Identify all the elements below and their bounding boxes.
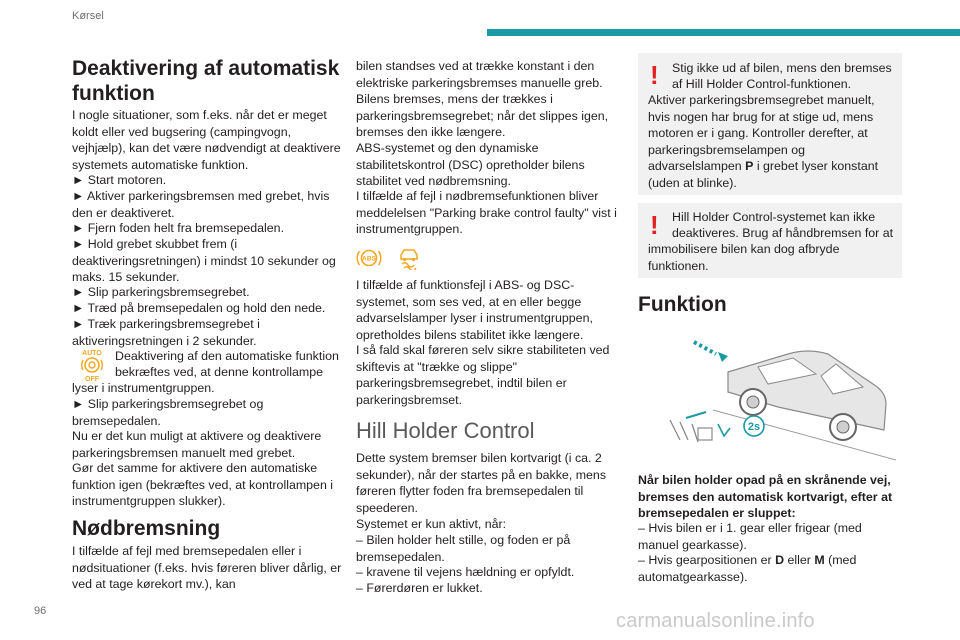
para-reactivate: Gør det samme for aktivere den automatiske funktion igen (bekræftes ved, at kontrollampen i instrumentgruppen slukker). [72, 461, 334, 508]
para-abs-dsc: ABS-systemet og den dynamiske stabilitetskontrol (DSC) opretholder bilens stabilitet ved nødbremsning. [356, 141, 585, 188]
cond-3: – Førerdøren er lukket. [356, 581, 483, 595]
note1-body: Aktiver parkeringsbremsegrebet manuelt, hvis nogen har brug for at stige ud, mens motoren er i gang. Kontroller derefter, at parkeringsbremselampen og advarselslampen P i grebet lyser konstant (uden at blinke). [648, 93, 879, 190]
cond-1: – Bilen holder helt stille, og foden er på bremsepedalen. [356, 533, 571, 564]
cond-2: – kravene til vejens hældning er opfyldt. [356, 565, 575, 579]
step-2: ► Aktiver parkeringsbremsen med grebet, hvis den er deaktiveret. [72, 189, 330, 220]
para-active-when: Systemet er kun aktivt, når: [356, 517, 507, 531]
warning-icon: ! [650, 210, 659, 240]
para-abs-dsc-fault: I tilfælde af funktionsfejl i ABS- og DSC-systemet, som ses ved, at en eller begge advarselslamper lyser i instrumentgruppen, opretholdes bilens stabilitet ikke længere. [356, 278, 593, 342]
header-accent-bar [487, 29, 960, 36]
watermark: carmanualsonline.info [616, 610, 815, 632]
step-1: ► Start motoren. [72, 173, 167, 187]
heading-hill-holder: Hill Holder Control [356, 418, 535, 443]
page-number: 96 [34, 605, 47, 617]
two-seconds-label: 2s [747, 421, 761, 433]
para-intro: I nogle situationer, som f.eks. når det er meget koldt eller ved bugsering (campingvogn, vejhjælp), kan det være nødvendigt at deaktivere systemets automatiske funktion. [72, 108, 341, 172]
auto-off-warning-icon [78, 348, 106, 382]
icon-note-line-b: bekræftes ved, at denne kontrollampe [115, 365, 324, 379]
abs-icon-label: ABS [362, 255, 376, 263]
heading-emergency-braking: Nødbremsning [72, 517, 221, 540]
step-4: ► Hold grebet skubbet frem (i deaktiveringsretningen) i mindst 10 sekunder og maks. 15 sekunder. [72, 237, 336, 284]
function-cond-2: – Hvis gearpositionen er D eller M (med automatgearkasse). [638, 553, 857, 584]
step-8: ► Slip parkeringsbremsegrebet og bremsepedalen. [72, 397, 264, 428]
auto-icon-label: AUTO [82, 350, 102, 357]
note2-line-c: immobilisere bilen kan dog afbryde funktionen. [648, 242, 840, 273]
heading-function: Funktion [638, 293, 727, 316]
step-3: ► Fjern foden helt fra bremsepedalen. [72, 221, 285, 235]
note2-line-a: Hill Holder Control-systemet kan ikke [672, 210, 876, 224]
running-header: Kørsel [72, 10, 104, 22]
dsc-warning-icon [396, 246, 422, 270]
icon-note-line-a: Deaktivering af den automatiske funktion [115, 349, 339, 363]
note2-line-b: deaktiveres. Brug af håndbremsen for at [672, 226, 894, 240]
para-hill-intro: Dette system bremser bilen kortvarigt (i ca. 2 sekunder), når der startes på en bakke, mens føreren flytter foden fra bremsepedalen til speederen. [356, 451, 607, 515]
off-icon-label: OFF [85, 376, 99, 382]
icon-note-line-c: lyser i instrumentgruppen. [72, 381, 215, 395]
para-emergency-cont: bilen standses ved at trække konstant i den elektriske parkeringsbremses manuelle greb. Bilens bremses, mens der trækkes i parkeringsbremsegrebet; når det slippes igen, bremses den ikke længere. [356, 59, 609, 139]
lamp-p-label: P [745, 159, 754, 173]
hill-holder-illustration [658, 332, 898, 462]
function-cond-1: – Hvis bilen er i 1. gear eller frigear (med manuel gearkasse). [638, 521, 862, 552]
step-6: ► Træd på bremsepedalen og hold den nede. [72, 301, 326, 315]
para-emergency: I tilfælde af fejl med bremsepedalen eller i nødsituationer (f.eks. hvis føreren bliver dårlig, er ved at tage kørekort mv.), kan [72, 544, 342, 591]
step-7: ► Træk parkeringsbremsegrebet i aktiveringsretningen i 2 sekunder. [72, 317, 260, 348]
para-manual-only: Nu er det kun muligt at aktivere og deaktivere parkeringsbremsen manuelt med grebet. [72, 429, 322, 460]
para-driver-stability: I så fald skal føreren selv sikre stabiliteten ved skiftevis at "trække og slippe" parkeringsbremsegrebet, indtil bilen er parkeringsbremset. [356, 343, 610, 407]
step-5: ► Slip parkeringsbremsegrebet. [72, 285, 250, 299]
warning-icon: ! [650, 60, 659, 90]
heading-deactivation: Deaktivering af automatisk funktion [72, 57, 340, 105]
note1-line-a: Stig ikke ud af bilen, mens den bremses [672, 61, 892, 75]
abs-warning-icon [356, 247, 382, 269]
note1-line-b: af Hill Holder Control-funktionen. [672, 77, 852, 91]
para-fault-message: I tilfælde af fejl i nødbremsefunktionen bliver meddelelsen "Parking brake control faulty" vist i instrumentgruppen. [356, 189, 617, 236]
para-function-intro: Når bilen holder opad på en skrånende vej, bremses den automatisk kortvarigt, efter at bremsepedalen er sluppet: [638, 473, 893, 520]
